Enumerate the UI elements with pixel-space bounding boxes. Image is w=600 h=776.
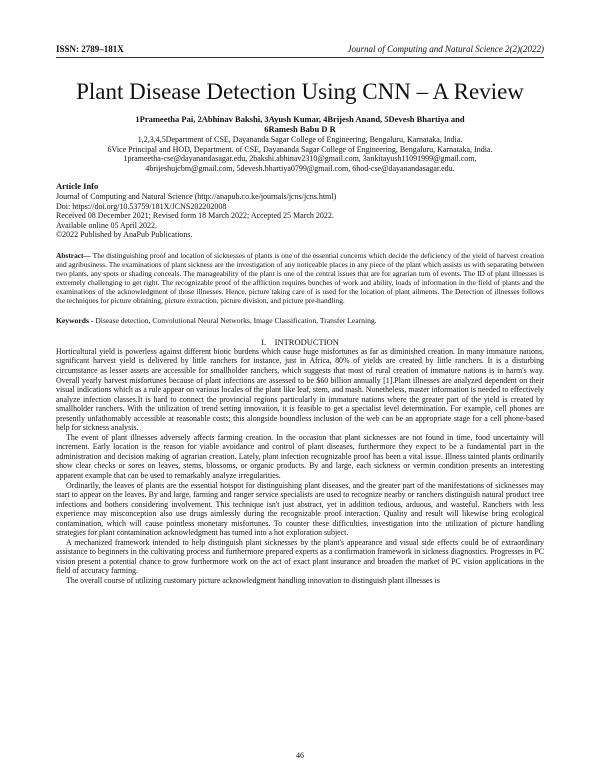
affiliation-line: 6Vice Principal and HOD, Department. of CSE, Dayananda Sagar College of Engineering, Bengaluru, Karnataka, India. bbox=[107, 144, 493, 154]
copyright-line: ©2022 Published by AnaPub Publications. bbox=[56, 230, 193, 240]
issn-label: ISSN: 2789–181X bbox=[56, 44, 124, 54]
journal-url-line: Journal of Computing and Natural Science (http://anapub.co.ke/journals/jcns/jcns.html) bbox=[56, 191, 337, 201]
keywords bbox=[56, 316, 544, 325]
dates-line: Received 08 December 2021; Revised form 18 March 2022; Accepted 25 March 2022. bbox=[56, 211, 334, 221]
author-line: 6Ramesh Babu D R bbox=[264, 124, 336, 134]
page-number: 46 bbox=[296, 751, 304, 760]
paragraph: Horticultural yield is powerless against different biotic burdens which cause huge misfortunes as far as diminished creation. In many immature nations, significant harvest yield is delivered by little ranchers for instance, just in Africa, 80% of yields are created by little ranchers. It is a disturbing circumstance as lesser assets are accessible for smallholder ranchers, which suggests that most of rural creation of immature nations is in harm's way. Overall yearly harvest misfortunes because of plant infections are assessed to be $60 billion annually [1].Plant illnesses are analyzed dependent on their visual indications which as a rule appear on various locales of the plant like leaf, stem, and mash. Nonetheless, master information is needed to effectively analyze infection classes.It is hard to connect the provincial regions particularly in immature nations where the greater part of the yield is created by smallholder ranchers. With the utilization of trend setting innovation, it is feasible to get a specialist level determination. For example, cell phones are presently unfathomably accessible at reasonable costs; this alongside boundless inclusion of the web can be an appropriate stage for a cell phone-based help for sickness analysis. bbox=[56, 346, 544, 433]
available-online-line: Available online 05 April 2022. bbox=[56, 220, 157, 230]
article-info-heading: Article Info bbox=[56, 181, 99, 192]
running-header bbox=[56, 44, 544, 55]
paragraph: The event of plant illnesses adversely affects farming creation. In the occasion that plant sicknesses are not found in time, food uncertainty will increment. Early location is the reason for viable avoidance and control of plant diseases, furthermore they expect to be a fundamental part in the administration and decision making of agrarian creation. Lately, plant infection recognizable proof has been a vital issue. Illness tainted plants ordinarily show clear checks or sores on leaves, stems, blossoms, or organic products. By and large, each sickness or vermin condition presents an interesting apparent example that can be used to remarkably analyze irregularities. bbox=[56, 432, 544, 481]
email-line: 1prameetha-cse@dayanandasagar.edu, 2bakshi.abhinav2310@gmail.com, 3ankitayush11091999@gmail.com, bbox=[123, 154, 477, 164]
email-line: 4brijeshujcbm@gmail.com, 5devesh.bhartiya0799@gmail.com, 6hod-cse@dayanandasagar.edu. bbox=[145, 163, 455, 173]
abstract bbox=[56, 251, 544, 306]
paragraph: The overall course of utilizing customary picture acknowledgment handling innovation to distinguish plant illnesses is bbox=[66, 576, 440, 586]
paragraph: A mechanized framework intended to help distinguish plant sicknesses by the plant's appearance and visual side effects could be of extraordinary assistance to beginners in the cultivating process and furthermore prepared experts as a confirmation framework in sickness diagnostics. Progresses in PC vision present a potential chance to grow furthermore work on the act of exact plant insurance and broaden the market of PC vision applications in the field of accuracy farming. bbox=[56, 537, 544, 576]
author-list bbox=[56, 114, 544, 134]
section-heading-introduction: I. INTRODUCTION bbox=[261, 336, 339, 347]
introduction-body bbox=[56, 347, 544, 586]
journal-citation: Journal of Computing and Natural Science 2(2)(2022) bbox=[347, 44, 544, 54]
author-line: 1Prameetha Pai, 2Abhinav Bakshi, 3Ayush Kumar, 4Brijesh Anand, 5Devesh Bhartiya and bbox=[135, 114, 465, 124]
paper-title: Plant Disease Detection Using CNN – A Review bbox=[76, 79, 524, 104]
doi-line: Doi: https://doi.org/10.53759/181X/JCNS202202008 bbox=[56, 201, 227, 211]
header-rule bbox=[56, 57, 544, 58]
abstract-text: The distinguishing proof and location of sicknesses of plants is one of the essential concerns which decide the deficiency of the yield of harvest creation and agribusiness. The examinations of plant sickness are the investigation of any noticeable places in any piece of the plant which assists us with separating between two plants, any spots or shading conceals. The manageability of the plant is one of the central issues that are for agrarian turn of events. The ID of plant illnesses is extremely challenging to get right. The recognizable proof of the affliction requires bunches of work and ability, loads of information in the field of plants and the examinations of the acknowledgment of those illnesses. Hence, picture taking care of is used for the location of plant ailments. The Detection of illnesses follows the techniques for picture obtaining, picture extraction, picture division, and picture pre-handling. bbox=[56, 250, 544, 306]
paragraph: Ordinarily, the leaves of plants are the essential hotspot for distinguishing plant diseases, and the greater part of the manifestations of sicknesses may start to appear on the leaves. By and large, farming and ranger service specialists are used to recognize nearby or ranchers distinguish natural product tree infections and bothers considering involvement. This technique isn't just abstract, yet in addition tedious, arduous, and wasteful. Ranchers with less experience may misconception also use drugs aimlessly during the recognizable proof interaction. Quality and result will likewise bring ecological contamination, which will cause pointless monetary misfortunes. To counter these difficulties, investigation into the utilization of picture handling strategies for plant contamination acknowledgment has turned into a hot exploration subject. bbox=[56, 480, 544, 538]
keywords-label: Keywords - bbox=[56, 315, 94, 325]
article-info bbox=[56, 182, 544, 240]
keywords-text: Disease detection, Convolutional Neural Networks, Image Classification, Transfer Learning. bbox=[93, 315, 377, 325]
abstract-label: Abstract— bbox=[56, 250, 91, 260]
affiliations bbox=[56, 135, 544, 173]
affiliation-line: 1,2,3,4,5Department of CSE, Dayananda Sagar College of Engineering, Bengaluru, Karnataka, India. bbox=[137, 135, 463, 144]
